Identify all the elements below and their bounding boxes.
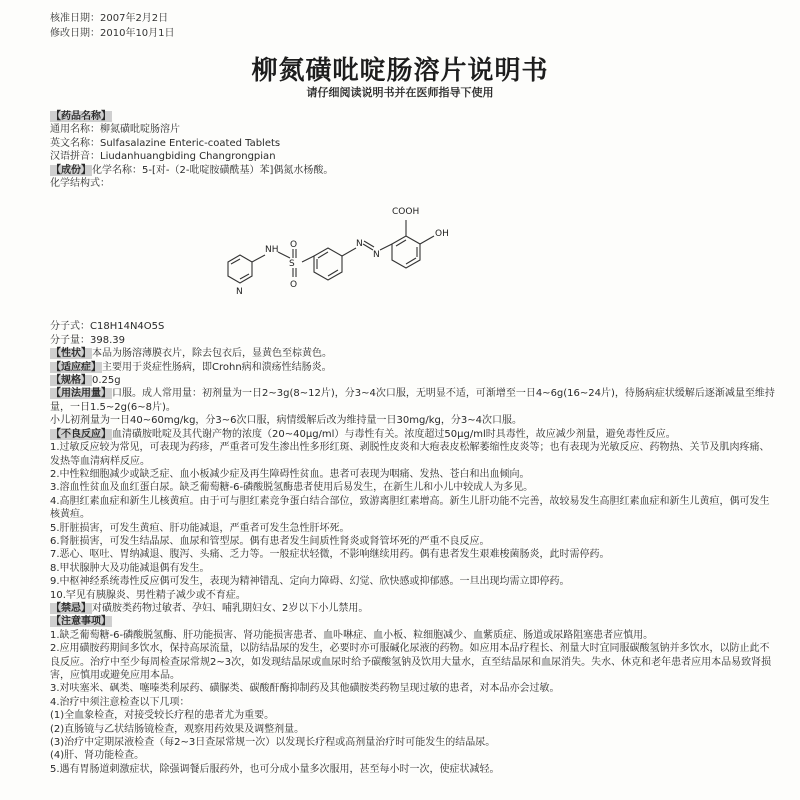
dosage-children: 小儿初剂量为一日40~60mg/kg，分3~6次口服，病情缓解后改为维持量一日30mg/kg，分3~4次口服。 [50,415,522,427]
molecular-formula: 分子式：C18H14N4O5S [50,321,165,333]
dosage-text: 口服。成人常用量：初剂量为一日2~3g(8~12片)，分3~4次口服，无明显不适，可渐增至一日4~6g(16~24片)，待肠病症状缓解后逐渐减量至维持量，一日1.5~2g(6~8片)。 [50,388,775,413]
section-tag-properties: 【性状】 [51,348,91,360]
benzene-ring-2 [392,236,420,268]
precaution-item: (1)全血象检查，对接受较长疗程的患者尤为重要。 [50,710,275,722]
atom-azo-n2: N [373,250,380,261]
precaution-item: (2)直肠镜与乙状结肠镜检查，观察用药效果及调整剂量。 [50,723,305,735]
chemical-structure [50,190,775,320]
precaution-item: 1.缺乏葡萄糖-6-磷酸脱氢酶、肝功能损害、肾功能损害患者、血卟啉症、血小板、粒细胞减少、血紫质症、肠道或尿路阻塞患者应慎用。 [50,629,654,641]
precaution-item: (4)肝、肾功能检查。 [50,750,145,762]
properties-text: 本品为肠溶薄膜衣片，除去包衣后，显黄色至棕黄色。 [92,348,332,360]
precaution-item: (3)治疗中定期尿液检查（每2~3日查尿常规一次）以发现长疗程或高剂量治疗时可能发生的结晶尿。 [50,737,496,749]
precaution-item: 5.遇有胃肠道刺激症状，除强调餐后服药外，也可分成小量多次服用，甚至每小时一次，使症状减轻。 [50,763,500,775]
adverse-item: 5.肝脏损害，可发生黄疸、肝功能减退，严重者可发生急性肝坏死。 [50,522,350,534]
generic-name: 通用名称：柳氮磺吡啶肠溶片 [50,124,180,136]
precaution-item: 2.应用磺胺药期间多饮水，保持高尿流量，以防结晶尿的发生，必要时亦可服碱化尿液的药物。如应用本品疗程长、剂量大时宜同服碳酸氢钠并多饮水，以防止此不良反应。治疗中至少每周检查尿常规2~3次，如发现结晶尿或血尿时给予碳酸氢钠及饮用大量水，直至结晶尿和血尿消失。失水、休克和老年患者应用本品易致肾损害，应慎用或避免应用本品。 [50,643,772,681]
document-body [50,110,775,776]
adverse-item: 2.中性粒细胞减少或缺乏症、血小板减少症及再生障碍性贫血。患者可表现为咽痛、发热、苍白和出血倾向。 [50,468,530,480]
structure-diagram [210,190,530,320]
adverse-item: 1.过敏反应较为常见，可表现为药疹，严重者可发生渗出性多形红斑、剥脱性皮炎和大疱表皮松解萎缩性皮炎等；也有表现为光敏反应、药物热、关节及肌肉疼痛、发热等血清病样反应。 [50,442,770,467]
section-tag-precautions: 【注意事项】 [51,616,111,628]
adverse-item: 7.恶心、呕吐、胃纳减退、腹泻、头痛、乏力等。一般症状轻微，不影响继续用药。偶有患者发生艰难梭菌肠炎，此时需停药。 [50,549,610,561]
specification-text: 0.25g [92,375,121,387]
chemical-name: 化学名称：5-[对-（2-吡啶胺磺酰基）苯]偶氮水杨酸。 [92,164,334,176]
adverse-item: 3.溶血性贫血及血红蛋白尿。缺乏葡萄糖-6-磷酸脱氢酶患者使用后易发生，在新生儿和小儿中较成人为多见。 [50,482,534,494]
atom-carboxyl: COOH [392,207,420,218]
section-tag-composition: 【成份】 [51,164,91,176]
structure-label: 化学结构式： [50,178,110,190]
adverse-intro: 血清磺胺吡啶及其代谢产物的浓度（20~40μg/ml）与毒性有关。浓度超过50μg/ml时具毒性，故应减少剂量，避免毒性反应。 [112,428,676,440]
molecular-weight: 分子量：398.39 [50,334,125,346]
adverse-item: 4.高胆红素血症和新生儿核黄疸。由于可与胆红素竞争蛋白结合部位，致游离胆红素增高。新生儿肝功能不完善，故较易发生高胆红素血症和新生儿黄疸，偶可发生核黄疸。 [50,495,770,521]
section-tag-dosage: 【用法用量】 [51,388,111,400]
adverse-item: 8.甲状腺肿大及功能减退偶有发生。 [50,562,210,574]
atom-pyridine-n: N [236,287,243,298]
adverse-item: 6.肾脏损害，可发生结晶尿、血尿和管型尿。偶有患者发生间质性肾炎或肾管坏死的严重不良反应。 [50,535,490,547]
page-subtitle: 请仔细阅读说明书并在医师指导下使用 [306,86,494,99]
atom-azo-n1: N [356,239,363,250]
atom-oxygen-2: O [290,280,298,291]
atom-nh: NH [265,245,279,256]
section-tag-adverse: 【不良反应】 [51,428,111,440]
section-tag-drug-name: 【药品名称】 [51,111,111,122]
english-name: 英文名称：Sulfasalazine Enteric-coated Tablets [50,137,281,149]
section-tag-indications: 【适应症】 [51,361,101,373]
atom-sulfur: S [289,259,295,270]
revision-date: 修改日期：2010年10月1日 [50,28,175,39]
precaution-item: 3.对呋塞米、砜类、噻嗪类利尿药、磺脲类、碳酸酐酶抑制药及其他磺胺类药物呈现过敏的患者，对本品亦会过敏。 [50,683,560,695]
atom-hydroxyl: OH [435,229,449,240]
adverse-item: 10.罕见有胰腺炎、男性精子减少或不育症。 [50,589,246,601]
adverse-item: 9.中枢神经系统毒性反应偶可发生，表现为精神错乱、定向力障碍、幻觉、欣快感或抑郁感。一旦出现均需立即停药。 [50,576,570,588]
header-dates [50,11,175,41]
indications-text: 主要用于炎症性肠病，即Crohn病和溃疡性结肠炎。 [102,361,332,373]
pinyin-name: 汉语拼音：Liudanhuangbiding Changrongpian [50,151,276,163]
page-title: 柳氮磺吡啶肠溶片说明书 [251,56,549,86]
section-tag-contraindications: 【禁忌】 [51,602,91,614]
atom-oxygen-1: O [290,240,298,251]
benzene-ring-1 [314,248,342,280]
precaution-item: 4.治疗中须注意检查以下几项： [50,696,190,708]
contraindications-text: 对磺胺类药物过敏者、孕妇、哺乳期妇女、2岁以下小儿禁用。 [92,602,369,614]
approval-date: 核准日期：2007年2月2日 [50,13,169,24]
section-tag-specification: 【规格】 [51,375,91,387]
